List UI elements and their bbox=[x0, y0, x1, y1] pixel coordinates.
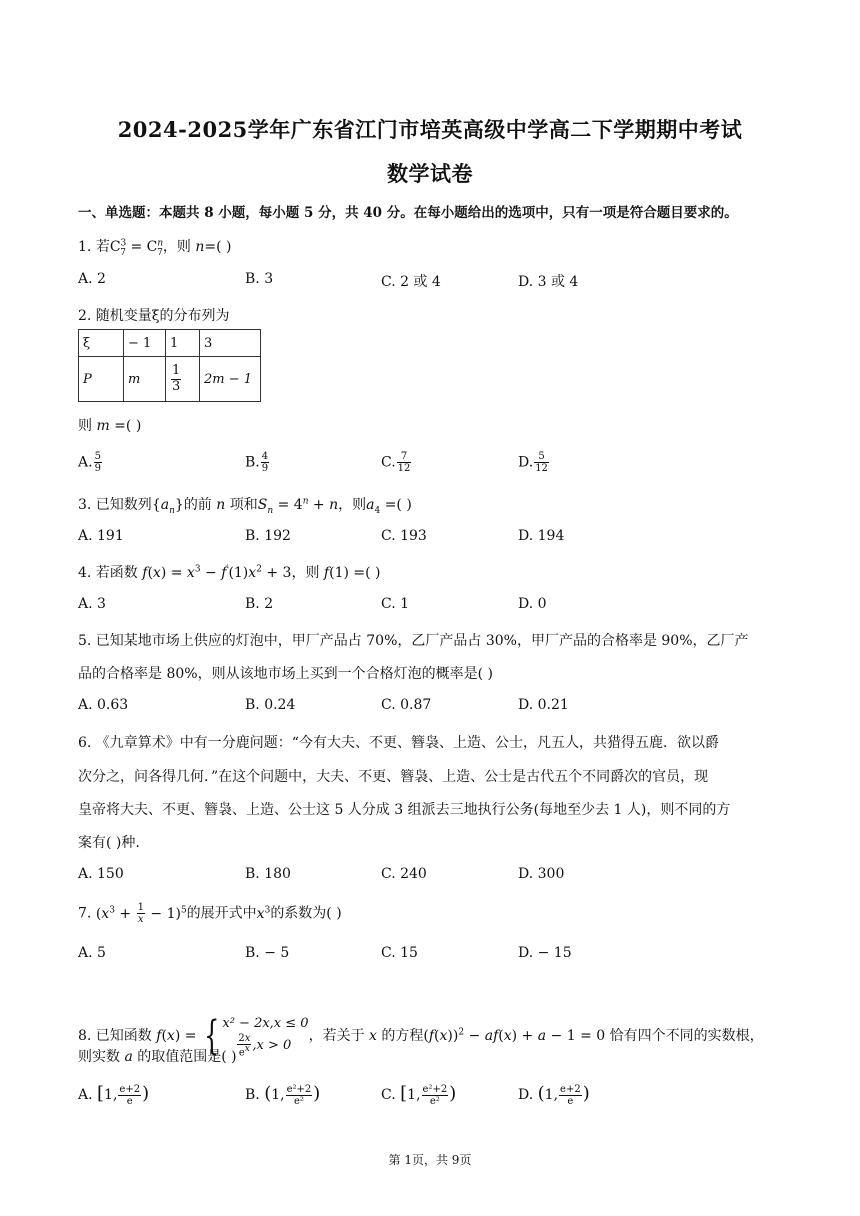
q3-option-c: C. 193 bbox=[381, 528, 427, 544]
table-cell: 1 bbox=[166, 330, 200, 357]
exam-title: 2024-2025学年广东省江门市培英高级中学高二下学期期中考试 bbox=[117, 117, 743, 142]
table-cell: $\frac{1}{3}$ bbox=[166, 357, 200, 402]
q1-option-d: D. 3 或 4 bbox=[518, 274, 579, 290]
table-row bbox=[79, 357, 261, 402]
q7-option-c: C. 15 bbox=[381, 945, 418, 961]
q3-option-b: B. 192 bbox=[245, 528, 291, 544]
q5-option-a: A. 0.63 bbox=[78, 697, 129, 713]
question-7: 7. ($x^3$ + $\frac{1}{x}$ − 1)$^5$的展开式中$x^3$的系数为( ) bbox=[78, 902, 342, 925]
question-8: 8. 已知函数 f(x) = { x² − 2x,x ≤ 0 $\frac{2x}{e^x}$ ,x > 0 ，若关于 x 的方程$(f(x))^2 - af(x) + a - 1 = 0$ 恰有四个不同的实数根， bbox=[78, 1013, 764, 1060]
distribution-table bbox=[78, 329, 261, 402]
exam-subtitle: 数学试卷 bbox=[387, 161, 473, 186]
q4-option-a: A. 3 bbox=[78, 596, 106, 612]
q3-option-a: A. 191 bbox=[78, 528, 124, 544]
q6-option-a: A. 150 bbox=[78, 866, 124, 882]
question-5-line-2: 品的合格率是 80%，则从该地市场上买到一个合格灯泡的概率是( ) bbox=[78, 666, 493, 682]
q2-option-c: C. $\frac{7}{12}$ bbox=[381, 451, 411, 474]
table-cell: 2m − 1 bbox=[200, 357, 261, 402]
q1-option-b: B. 3 bbox=[245, 271, 274, 287]
table-cell: P bbox=[79, 357, 124, 402]
q6-option-d: D. 300 bbox=[518, 866, 565, 882]
q2-option-b: B. $\frac{4}{9}$ bbox=[245, 451, 269, 474]
q4-option-d: D. 0 bbox=[518, 596, 547, 612]
q4-option-b: B. 2 bbox=[245, 596, 274, 612]
question-2: 2. 随机变量ξ的分布列为 bbox=[78, 308, 230, 324]
question-6-line-1: 6. 《九章算术》中有一分鹿问题：“今有大夫、不更、簪袅、上造、公士，凡五人，共猎得五鹿．欲以爵 bbox=[78, 735, 719, 751]
q1-formula: $C^3_7 = C^n_7$ bbox=[109, 238, 164, 258]
table-cell: m bbox=[124, 357, 166, 402]
q8-option-b: B. (1, $\frac{\text{e²+2}}{\text{e²}}$ ) bbox=[245, 1083, 321, 1107]
q8-option-d: D. (1, $\frac{e+2}{e}$ ) bbox=[518, 1083, 590, 1107]
question-1: 1. 若$C^3_7 = C^n_7$，则 n=( ) bbox=[78, 238, 232, 258]
q6-option-c: C. 240 bbox=[381, 866, 427, 882]
q1-option-a: A. 2 bbox=[78, 271, 106, 287]
q3-option-d: D. 194 bbox=[518, 528, 565, 544]
table-cell: 3 bbox=[200, 330, 261, 357]
q8-option-c: C. [1, $\frac{\text{e²+2}}{\text{e²}}$ ) bbox=[381, 1083, 457, 1107]
q2-ask: 则 m =( ) bbox=[78, 418, 142, 434]
question-3: 3. 已知数列$\{a_n\}$的前 n 项和$S_n = 4^n + n$，则$a_4$ =( ) bbox=[78, 496, 412, 516]
table-cell: − 1 bbox=[124, 330, 166, 357]
section-heading: 一、单选题：本题共 8 小题，每小题 5 分，共 40 分。在每小题给出的选项中，只有一项是符合题目要求的。 bbox=[78, 205, 738, 221]
q4-option-c: C. 1 bbox=[381, 596, 410, 612]
q5-option-c: C. 0.87 bbox=[381, 697, 432, 713]
page-footer: 第 1页，共 9页 bbox=[388, 1153, 472, 1167]
q5-option-b: B. 0.24 bbox=[245, 697, 296, 713]
q7-option-b: B. − 5 bbox=[245, 945, 290, 961]
q5-option-d: D. 0.21 bbox=[518, 697, 569, 713]
table-row bbox=[79, 330, 261, 357]
question-6-line-4: 案有( )种. bbox=[78, 835, 140, 851]
q2-option-a: A. $\frac{5}{9}$ bbox=[78, 451, 101, 474]
q8-option-a: A. [1, $\frac{e+2}{e}$ ) bbox=[78, 1083, 150, 1107]
q6-option-b: B. 180 bbox=[245, 866, 291, 882]
question-5-line-1: 5. 已知某地市场上供应的灯泡中，甲厂产品占 70%，乙厂产品占 30%，甲厂产品的合格率是 90%，乙厂产 bbox=[78, 633, 749, 649]
question-4: 4. 若函数 $f(x) = x^3 - f'(1)x^2 + 3$，则 f(1) =( ) bbox=[78, 564, 381, 581]
q2-option-d: D. $\frac{5}{12}$ bbox=[518, 451, 548, 474]
q7-option-a: A. 5 bbox=[78, 945, 106, 961]
question-6-line-2: 次分之，问各得几何．”在这个问题中，大夫、不更、簪袅、上造、公士是古代五个不同爵次的官员，现 bbox=[78, 769, 709, 785]
q7-option-d: D. − 15 bbox=[518, 945, 572, 961]
table-cell: ξ bbox=[79, 330, 124, 357]
q8-line-2: 则实数 a 的取值范围是( ) bbox=[78, 1049, 237, 1065]
q1-option-c: C. 2 或 4 bbox=[381, 274, 441, 290]
question-6-line-3: 皇帝将大夫、不更、簪袅、上造、公士这 5 人分成 3 组派去三地执行公务(每地至少去 1 人)，则不同的方 bbox=[78, 802, 731, 818]
piecewise-cases: x² − 2x,x ≤ 0 $\frac{2x}{e^x}$ ,x > 0 bbox=[222, 1016, 309, 1059]
